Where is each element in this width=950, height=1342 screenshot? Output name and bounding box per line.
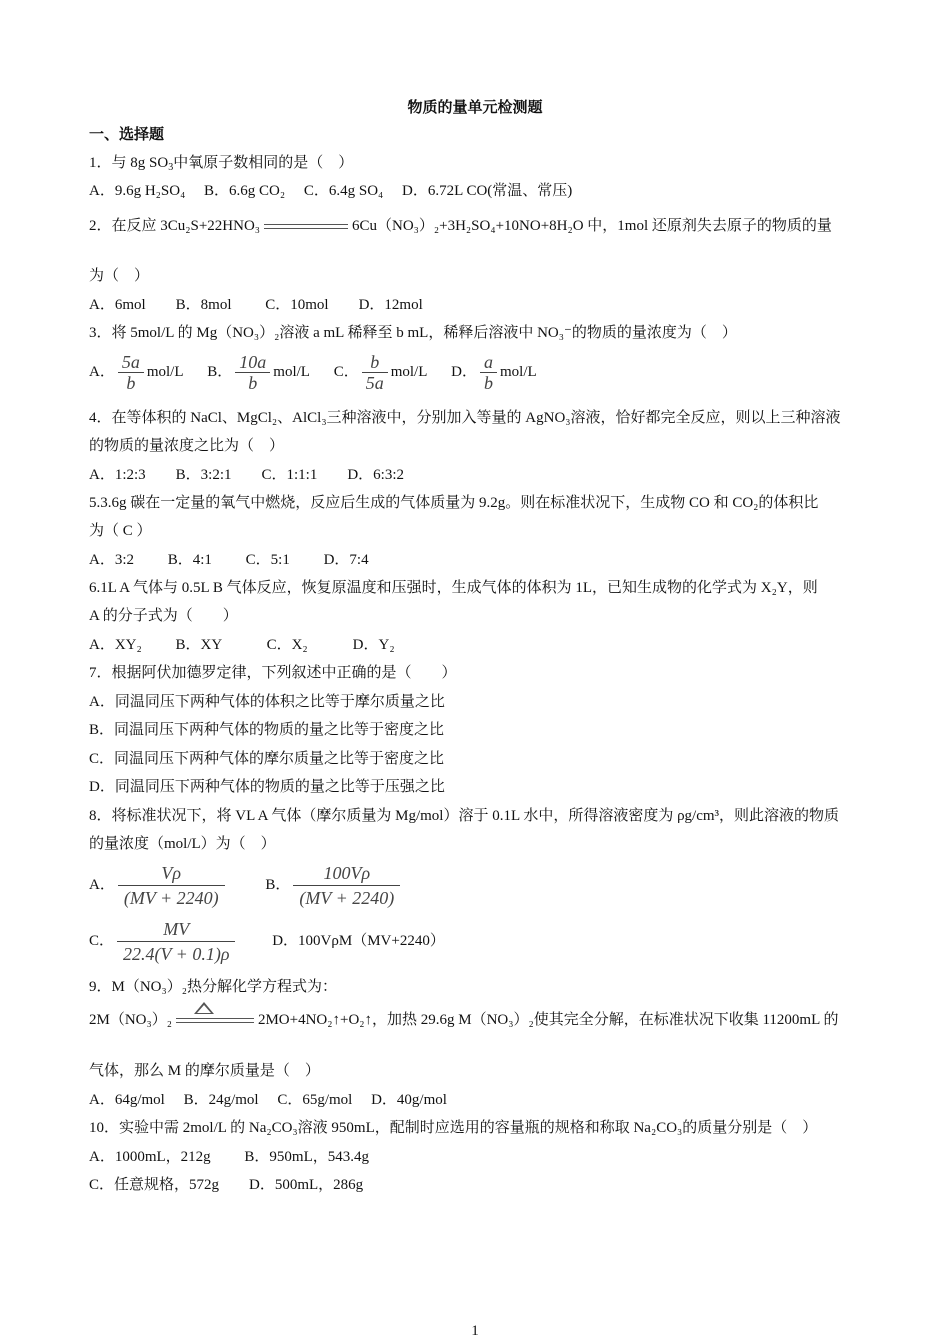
question-4-stem-cont: 的物质的量浓度之比为（ ） <box>89 438 285 454</box>
question-10-options-cd: C．任意规格，572g D．500mL，286g <box>89 1177 364 1193</box>
question-4-stem: 4．在等体积的 NaCl、MgCl₂、AlCl₃三种溶液中，分别加入等量的 AgNO₃溶液，恰好都完全反应，则以上三种溶液 <box>89 410 841 426</box>
question-6-stem: 6.1L A 气体与 0.5L B 气体反应，恢复原温度和压强时，生成气体的体积为 1L，已知生成物的化学式为 X₂Y，则 <box>89 580 818 596</box>
question-7-stem: 7．根据阿伏加德罗定律，下列叙述中正确的是（ ） <box>89 665 457 681</box>
question-7-option-a: A．同温同压下两种气体的体积之比等于摩尔质量之比 <box>89 694 445 710</box>
question-5-options: A．3:2 B．4:1 C．5:1 D．7:4 <box>89 552 369 568</box>
section-heading: 一、选择题 <box>89 127 165 143</box>
question-4-options: A．1:2:3 B．3:2:1 C．1:1:1 D．6:3:2 <box>89 467 405 483</box>
option-c-fraction: $\frac{b}{5a}$ <box>362 352 388 393</box>
question-3-options: A． $\frac{5a}{b}$ mol/L B． $\frac{10a}{b}$ mol/L C． $\frac{b}{5a}$ mol/L D． $\frac{a}{b}$ mol/L <box>89 352 537 394</box>
question-8-stem: 8．将标准状况下，将 VL A 气体（摩尔质量为 Mg/mol）溶于 0.1L 水中，所得溶液密度为 ρg/cm³，则此溶液的物质 <box>89 808 840 824</box>
option-a-fraction: $\frac{V\rho}{(MV + 2240)}$ <box>118 861 225 910</box>
equation-arrow <box>176 1018 254 1024</box>
question-9-stem: 9．M（NO₃）₂热分解化学方程式为： <box>89 979 337 995</box>
question-7-option-c: C．同温同压下两种气体的摩尔质量之比等于密度之比 <box>89 751 445 767</box>
question-8-options-cd: C． $\frac{MV}{22.4(V + 0.1)\rho}$ D．100VρM（MV+2240） <box>89 919 445 965</box>
question-5-stem-cont: 为（ C ） <box>89 523 152 539</box>
page-title: 物质的量单元检测题 <box>407 100 543 116</box>
question-8-stem-cont: 的量浓度（mol/L）为（ ） <box>89 836 276 852</box>
question-9-stem-cont: 气体，那么 M 的摩尔质量是（ ） <box>89 1063 320 1079</box>
question-6-stem-cont: A 的分子式为（ ） <box>89 608 238 624</box>
question-1-stem: 1．与 8g $SO_3$中氧原子数相同的是（ ） <box>89 155 354 173</box>
question-6-options: A．XY₂ B．XY C．X₂ D．Y₂ <box>89 637 395 653</box>
option-c-fraction: $\frac{MV}{22.4(V + 0.1)\rho}$ <box>117 917 235 966</box>
question-2-stem: 2．在反应 3Cu₂S+22HNO₃ 6Cu（NO₃）₂+3H₂SO₄+10NO+8H₂O 中，1mol 还原剂失去原子的物质的量 <box>89 218 832 234</box>
page-number: 1 <box>471 1323 479 1339</box>
question-10-stem: 10．实验中需 2mol/L 的 Na₂CO₃溶液 950mL，配制时应选用的容量瓶的规格和称取 Na₂CO₃的质量分别是（ ） <box>89 1120 818 1136</box>
question-5-stem: 5.3.6g 碳在一定量的氧气中燃烧，反应后生成的气体质量为 9.2g。则在标准状况下，生成物 CO 和 CO₂的体积比 <box>89 495 819 511</box>
question-7-option-b: B．同温同压下两种气体的物质的量之比等于密度之比 <box>89 722 445 738</box>
equation-arrow <box>264 224 348 230</box>
question-3-stem: 3．将 5mol/L 的 Mg（NO₃）₂溶液 a mL 稀释至 b mL，稀释后溶液中 NO₃⁻的物质的量浓度为（ ） <box>89 325 737 341</box>
question-9-options: A．64g/mol B．24g/mol C．65g/mol D．40g/mol <box>89 1092 447 1108</box>
option-b-fraction: $\frac{100V\rho}{(MV + 2240)}$ <box>293 861 400 910</box>
question-9-equation: 2M（NO₃）₂ 2MO+4NO₂↑+O₂↑，加热 29.6g M（NO₃）₂使其完全分解，在标准状况下收集 11200mL 的 <box>89 1012 839 1028</box>
option-b-fraction: $\frac{10a}{b}$ <box>235 352 270 393</box>
question-1-options: A．9.6g H₂SO₄ B．6.6g CO₂ C．6.4g SO₄ D．6.72L CO(常温、常压) <box>89 183 573 199</box>
question-10-options-ab: A．1000mL，212g B．950mL，543.4g <box>89 1149 369 1165</box>
option-a-fraction: $\frac{5a}{b}$ <box>118 352 144 393</box>
question-2-stem-cont: 为（ ） <box>89 268 150 284</box>
question-7-option-d: D．同温同压下两种气体的物质的量之比等于压强之比 <box>89 779 445 795</box>
question-2-options: A．6mol B．8mol C．10mol D．12mol <box>89 297 423 313</box>
question-8-options-ab: A． $\frac{V\rho}{(MV + 2240)}$ B． $\frac{100V\rho}{(MV + 2240)}$ <box>89 858 870 912</box>
option-d-fraction: $\frac{a}{b}$ <box>480 352 497 393</box>
